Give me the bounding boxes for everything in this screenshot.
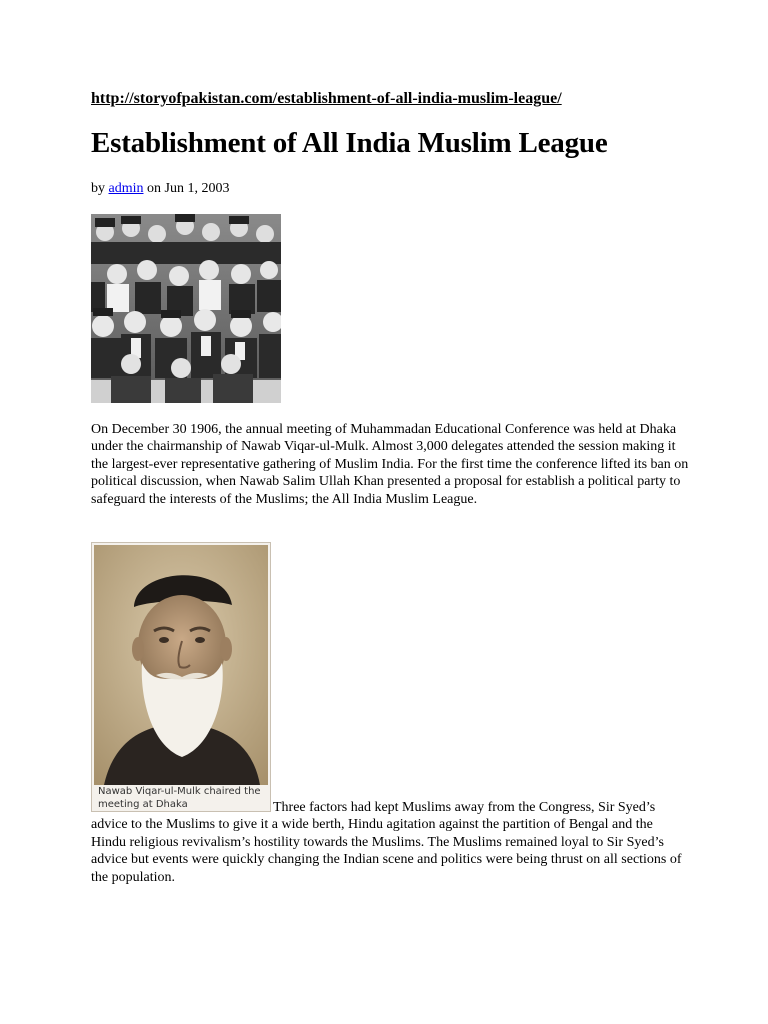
portrait-caption: Nawab Viqar-ul-Mulk chaired the meeting at Dhaka xyxy=(98,786,261,810)
group-photo xyxy=(91,214,281,403)
byline-date: on Jun 1, 2003 xyxy=(147,181,230,196)
byline-prefix: by xyxy=(91,181,105,196)
paragraph-factors xyxy=(91,799,691,886)
paragraph-factors-text: Three factors had kept Muslims away from the Congress, Sir Syed’s advice to the Muslims to give it a wide berth, Hindu agitation against the partition of Bengal and the Hindu religious revivalism’s hostility towards the Muslims. The Muslims remained loyal to Sir Syed’s advice but events were quickly changing the Indian scene and politics were being thrust on all sections of the population. xyxy=(91,800,682,885)
article-title: Establishment of All India Muslim League xyxy=(91,127,608,159)
source-url-link[interactable]: http://storyofpakistan.com/establishment-of-all-india-muslim-league/ xyxy=(91,90,562,107)
paragraph-intro: On December 30 1906, the annual meeting of Muhammadan Educational Conference was held at Dhaka under the chairmanship of Nawab Viqar-ul-Mulk. Almost 3,000 delegates attended the session making it the largest-ever representative gathering of Muslim India. For the first time the conference lifted its ban on political discussion, when Nawab Salim Ullah Khan presented a proposal for establish a political party to safeguard the interests of the Muslims; the All India Muslim League. xyxy=(91,422,689,507)
byline xyxy=(91,181,229,197)
portrait-figure xyxy=(91,542,271,812)
author-link[interactable]: admin xyxy=(108,181,144,196)
portrait-image xyxy=(94,545,268,785)
